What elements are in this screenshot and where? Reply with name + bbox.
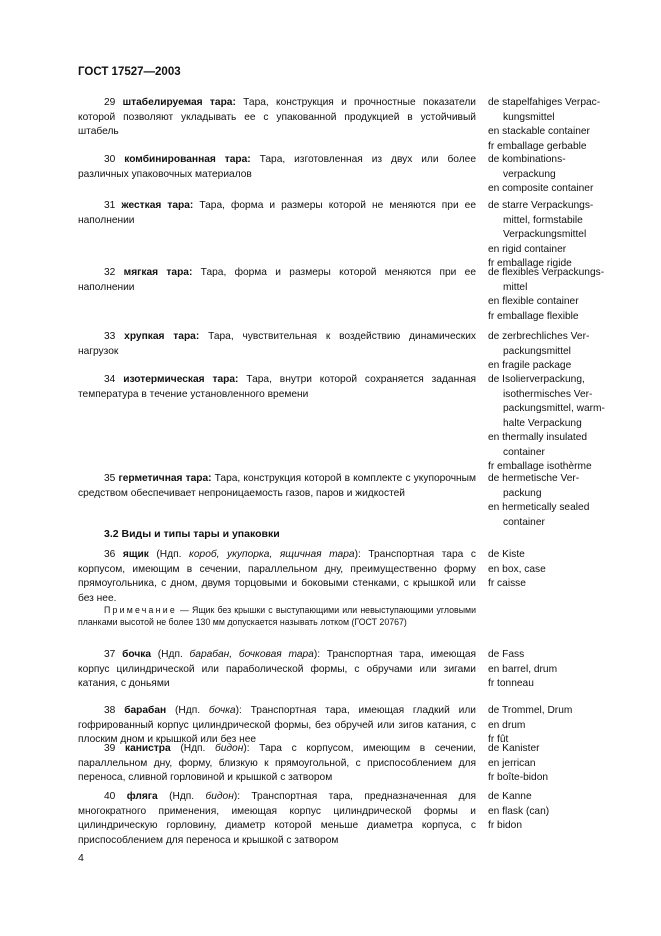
- translation-line: fr caisse: [488, 578, 526, 589]
- term-ndp-prefix: (Ндп.: [170, 743, 216, 754]
- translation-line: packungsmittel, warm-: [503, 403, 605, 414]
- term-definition-text: Тара, изготовленная из двух или более различных упаковочных материалов: [78, 154, 477, 180]
- term-name: хрупкая тара:: [124, 331, 200, 342]
- term-name: канистра: [124, 743, 171, 754]
- term-ndp-prefix: (Ндп.: [166, 705, 209, 716]
- translation-line: de hermetische Ver-: [488, 473, 580, 484]
- term-translations: [488, 266, 628, 324]
- term-name: мягкая тара:: [123, 267, 193, 278]
- term-definition: [78, 330, 476, 359]
- term-definition: [78, 373, 476, 402]
- term-ndp-terms: бидон: [215, 743, 244, 754]
- document-header: ГОСТ 17527—2003: [78, 66, 181, 78]
- term-definition: [78, 153, 476, 182]
- term-definition: [78, 648, 476, 692]
- translation-line: verpackung: [503, 168, 556, 180]
- translation-line: fr boîte-bidon: [488, 772, 549, 783]
- translation-line: en flexible container: [488, 296, 579, 307]
- term-number: 37: [104, 649, 123, 660]
- term-number: 40: [104, 791, 127, 802]
- term-definition: [78, 266, 476, 295]
- term-translations: [488, 472, 628, 530]
- term-translations: [488, 704, 628, 748]
- term-definition-text: Тара, конструкция и прочностные показатели которой позволяют укладывать ее с упакованной продукцией в устойчивый штабель: [78, 97, 476, 137]
- translation-line: fr bidon: [488, 820, 522, 831]
- term-number: 33: [104, 331, 125, 342]
- term-number: 30: [104, 154, 125, 165]
- term-definition-text: ): Транспортная тара, предназначенная для многократного применения, имеющая корпус цилиндрической формы и цилиндрическую горловину, диаметр которой меньше диаметра корпуса, с приспособлением для переноса и крышкой с затвором: [78, 791, 476, 846]
- term-translations: [488, 790, 628, 834]
- note-label: Примечание: [104, 605, 177, 615]
- translation-line: en flask (can): [488, 805, 550, 817]
- translation-line: kungsmittel: [503, 111, 555, 123]
- term-number: 38: [104, 705, 125, 716]
- translation-line: halte Verpackung: [503, 417, 582, 429]
- translation-line: de kombinations-: [488, 154, 566, 165]
- translation-line: fr fût: [488, 734, 509, 745]
- term-definition: [78, 472, 476, 501]
- translation-line: de Fass: [488, 649, 525, 660]
- term-definition-text: ): Транспортная тара с корпусом, имеющим в сечении, параллельном дну, преимущественно форму прямоугольника, с дном, двумя торцовыми и боковыми стенками, с крышкой или без нее.: [78, 549, 476, 604]
- term-ndp-prefix: (Ндп.: [151, 649, 190, 660]
- translation-line: de Isolierverpackung,: [488, 374, 585, 385]
- term-definition-text: ): Транспортная тара, имеющая гладкий или гофрированный корпус цилиндрической формы, без обручей или зигов катания, с плоским дном и крышкой или без нее: [78, 705, 476, 745]
- term-definition-text: Тара, форма и размеры которой не меняются при ее наполнении: [78, 200, 476, 226]
- translation-line: de flexibles Verpackungs-: [488, 267, 605, 278]
- translation-line: fr emballage rigide: [488, 258, 572, 269]
- term-number: 31: [104, 200, 122, 211]
- term-number: 32: [104, 267, 124, 278]
- translation-line: en box, case: [488, 563, 546, 575]
- term-name: жесткая тара:: [121, 200, 194, 211]
- term-ndp-terms: бочка: [208, 705, 236, 716]
- translation-line: de Kanne: [488, 791, 532, 802]
- term-definition: [78, 199, 476, 228]
- term-ndp-prefix: (Ндп.: [148, 549, 190, 560]
- term-definition-text: Тара, форма и размеры которой меняются при ее наполнении: [78, 267, 476, 293]
- term-name: комбинированная тара:: [124, 154, 251, 165]
- term-number: 36: [104, 549, 123, 560]
- term-translations: [488, 153, 628, 197]
- term-name: бочка: [122, 649, 152, 660]
- translation-line: en fragile package: [488, 360, 572, 371]
- term-translations: [488, 199, 628, 272]
- term-ndp-terms: барабан, бочковая тара: [189, 649, 314, 660]
- term-translations: [488, 648, 628, 692]
- term-name: ящик: [122, 549, 149, 560]
- translation-line: en hermetically sealed: [488, 502, 590, 513]
- term-name: барабан: [124, 705, 167, 716]
- term-definition: [78, 790, 476, 848]
- translation-line: de starre Verpackungs-: [488, 200, 594, 211]
- term-translations: [488, 96, 628, 154]
- term-number: 39: [104, 743, 125, 754]
- translation-line: en rigid container: [488, 243, 567, 255]
- term-name: герметичная тара:: [118, 473, 212, 484]
- term-translations: [488, 742, 628, 786]
- translation-line: en barrel, drum: [488, 663, 558, 675]
- translation-line: de Kiste: [488, 549, 525, 560]
- translation-line: isothermisches Ver-: [503, 388, 593, 400]
- translation-line: mittel: [503, 281, 528, 293]
- translation-line: packung: [503, 487, 542, 499]
- page-number: 4: [78, 852, 84, 864]
- translation-line: de zerbrechliches Ver-: [488, 331, 590, 342]
- term-name: штабелируемая тара:: [122, 97, 236, 108]
- term-number: 34: [104, 374, 124, 385]
- term-definition-text: Тара, внутри которой сохраняется заданная температура в течение установленного времени: [78, 374, 476, 400]
- term-name: изотермическая тара:: [123, 374, 239, 385]
- translation-line: de stapelfahiges Verpac-: [488, 97, 601, 108]
- translation-line: fr emballage gerbable: [488, 140, 587, 152]
- translation-line: Verpackungsmittel: [503, 229, 587, 240]
- section-title: 3.2 Виды и типы тары и упаковки: [104, 528, 280, 540]
- term-ndp-prefix: (Ндп.: [157, 791, 206, 802]
- term-number: 29: [104, 97, 123, 108]
- term-ndp-terms: короб, укупорка, ящичная тара: [189, 549, 355, 560]
- translation-line: container: [503, 446, 545, 458]
- translation-line: de Kanister: [488, 743, 540, 754]
- term-name: фляга: [126, 791, 158, 802]
- term-ndp-terms: бидон: [205, 791, 234, 802]
- translation-line: en composite container: [488, 183, 594, 194]
- translation-line: en stackable container: [488, 126, 590, 137]
- translation-line: fr tonneau: [488, 678, 534, 689]
- note-text: — Ящик без крышки с выступающими или невыступающими угловыми планками высотой не более 130 мм допускается называть лотком (ГОСТ 20767): [78, 605, 476, 627]
- translation-line: packungsmittel: [503, 345, 571, 357]
- term-translations: [488, 373, 628, 475]
- term-definition-text: Тара, чувствительная к воздействию динамических нагрузок: [78, 331, 476, 357]
- term-definition-text: Тара, конструкция которой в комплекте с укупорочным средством обеспечивает непроницаемость газов, паров и жидкостей: [78, 473, 476, 499]
- term-definition: [78, 96, 476, 140]
- term-definition: [78, 548, 476, 606]
- translation-line: fr emballage flexible: [488, 310, 579, 322]
- translation-line: de Trommel, Drum: [488, 705, 573, 716]
- term-number: 35: [104, 473, 119, 484]
- term-definition: [78, 742, 476, 786]
- translation-line: en drum: [488, 719, 526, 731]
- term-definition-text: ): Тара с корпусом, имеющим в сечении, параллельном дну, форму, близкую к прямоугольной, с приспособлением для переноса, сливной горловиной и крышкой с затвором: [78, 743, 477, 783]
- term-translations: [488, 548, 628, 592]
- translation-line: mittel, formstabile: [503, 214, 583, 226]
- translation-line: fr emballage isothèrme: [488, 461, 592, 472]
- translation-line: container: [503, 516, 545, 528]
- term-definition-text: ): Транспортная тара, имеющая корпус цилиндрической или параболической формы, с обручами или зигами катания, с доньями: [78, 649, 477, 689]
- term-translations: [488, 330, 628, 374]
- translation-line: en thermally insulated: [488, 432, 588, 443]
- translation-line: en jerrican: [488, 757, 536, 769]
- term-definition: [78, 704, 476, 748]
- note: [78, 604, 476, 628]
